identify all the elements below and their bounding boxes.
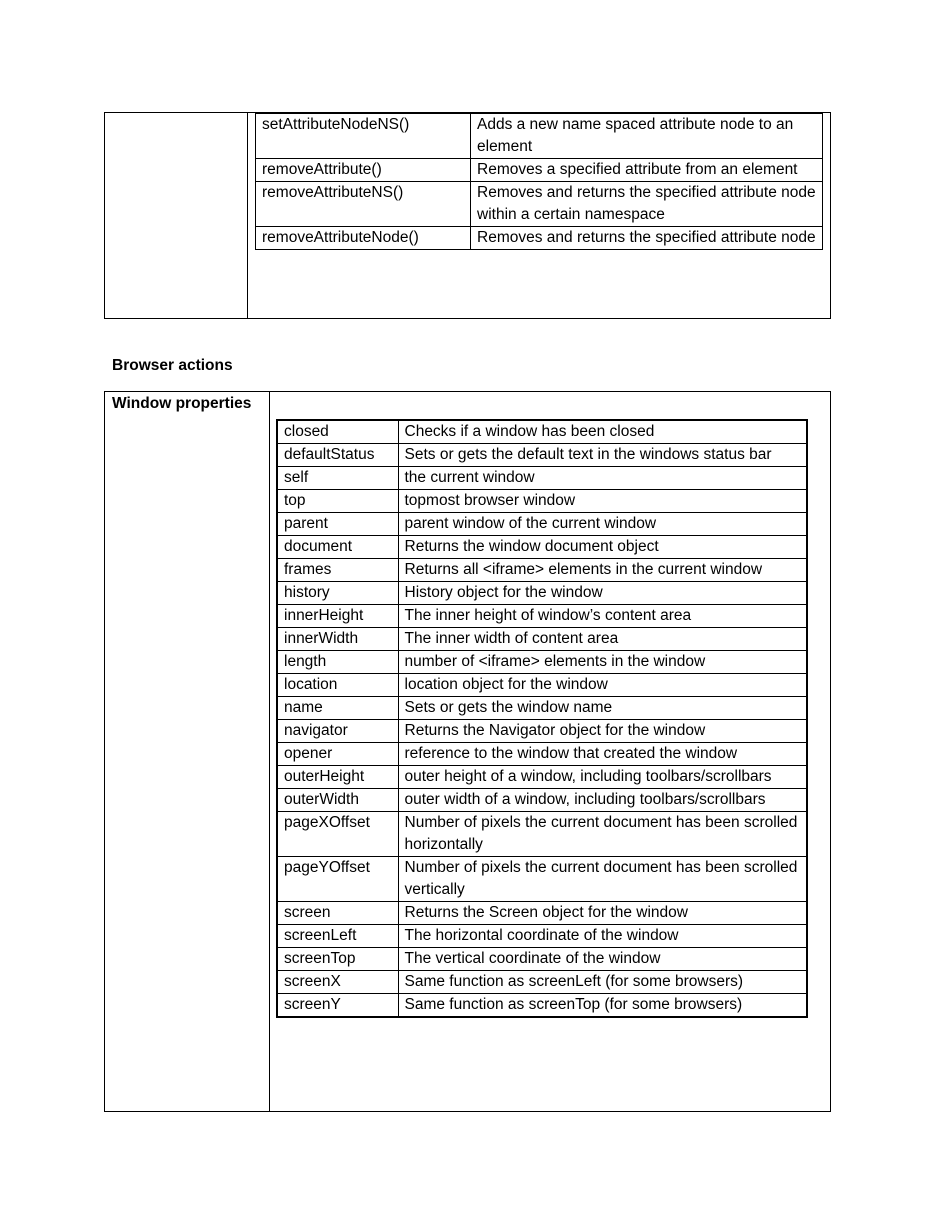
property-description: Adds a new name spaced attribute node to an element	[471, 114, 823, 159]
property-description: Same function as screenTop (for some browsers)	[398, 994, 807, 1018]
window-property-row	[277, 490, 807, 513]
property-description: The vertical coordinate of the window	[398, 948, 807, 971]
window-property-row	[277, 513, 807, 536]
property-name: opener	[277, 743, 398, 766]
property-name: document	[277, 536, 398, 559]
property-description: Sets or gets the default text in the windows status bar	[398, 444, 807, 467]
window-property-row	[277, 605, 807, 628]
attribute-method-row	[256, 114, 823, 159]
property-description: number of <iframe> elements in the window	[398, 651, 807, 674]
property-name: screenLeft	[277, 925, 398, 948]
window-property-row	[277, 444, 807, 467]
window-property-row	[277, 789, 807, 812]
property-name: parent	[277, 513, 398, 536]
property-name: outerWidth	[277, 789, 398, 812]
attribute-methods-table	[255, 113, 823, 250]
property-description: Number of pixels the current document has been scrolled vertically	[398, 857, 807, 902]
section-heading: Browser actions	[112, 357, 233, 374]
window-property-row	[277, 720, 807, 743]
property-name: innerHeight	[277, 605, 398, 628]
window-property-row	[277, 697, 807, 720]
property-name: removeAttributeNode()	[256, 227, 471, 250]
property-name: screenTop	[277, 948, 398, 971]
window-property-row	[277, 467, 807, 490]
property-description: Returns the Navigator object for the window	[398, 720, 807, 743]
window-property-row	[277, 628, 807, 651]
window-property-row	[277, 743, 807, 766]
property-name: removeAttribute()	[256, 159, 471, 182]
property-description: Removes a specified attribute from an element	[471, 159, 823, 182]
property-name: defaultStatus	[277, 444, 398, 467]
property-name: innerWidth	[277, 628, 398, 651]
property-name: history	[277, 582, 398, 605]
property-name: length	[277, 651, 398, 674]
window-properties-table	[276, 419, 808, 1018]
property-name: pageXOffset	[277, 812, 398, 857]
property-name: frames	[277, 559, 398, 582]
property-description: Same function as screenLeft (for some browsers)	[398, 971, 807, 994]
window-property-row	[277, 948, 807, 971]
property-description: Sets or gets the window name	[398, 697, 807, 720]
window-property-row	[277, 582, 807, 605]
property-name: self	[277, 467, 398, 490]
property-name: screenX	[277, 971, 398, 994]
attribute-methods-divider	[247, 113, 248, 318]
property-description: location object for the window	[398, 674, 807, 697]
property-description: reference to the window that created the window	[398, 743, 807, 766]
attribute-method-row	[256, 182, 823, 227]
property-description: Checks if a window has been closed	[398, 420, 807, 444]
attribute-method-row	[256, 159, 823, 182]
attribute-method-row	[256, 227, 823, 250]
window-property-row	[277, 971, 807, 994]
property-name: navigator	[277, 720, 398, 743]
window-property-row	[277, 536, 807, 559]
window-property-row	[277, 420, 807, 444]
property-description: Removes and returns the specified attribute node	[471, 227, 823, 250]
window-property-row	[277, 857, 807, 902]
property-name: top	[277, 490, 398, 513]
property-name: name	[277, 697, 398, 720]
window-properties-divider	[269, 392, 270, 1111]
window-properties-label: Window properties	[112, 395, 252, 412]
window-property-row	[277, 812, 807, 857]
property-description: Removes and returns the specified attribute node within a certain namespace	[471, 182, 823, 227]
property-description: The inner width of content area	[398, 628, 807, 651]
property-name: screenY	[277, 994, 398, 1018]
property-description: parent window of the current window	[398, 513, 807, 536]
property-name: screen	[277, 902, 398, 925]
window-property-row	[277, 651, 807, 674]
window-property-row	[277, 994, 807, 1018]
property-name: setAttributeNodeNS()	[256, 114, 471, 159]
property-description: topmost browser window	[398, 490, 807, 513]
property-description: The horizontal coordinate of the window	[398, 925, 807, 948]
window-property-row	[277, 925, 807, 948]
property-description: Number of pixels the current document has been scrolled horizontally	[398, 812, 807, 857]
property-description: Returns all <iframe> elements in the current window	[398, 559, 807, 582]
property-description: The inner height of window’s content area	[398, 605, 807, 628]
property-description: History object for the window	[398, 582, 807, 605]
window-property-row	[277, 766, 807, 789]
property-name: closed	[277, 420, 398, 444]
window-property-row	[277, 559, 807, 582]
window-property-row	[277, 902, 807, 925]
property-name: outerHeight	[277, 766, 398, 789]
property-description: the current window	[398, 467, 807, 490]
window-property-row	[277, 674, 807, 697]
property-description: outer width of a window, including toolbars/scrollbars	[398, 789, 807, 812]
property-name: removeAttributeNS()	[256, 182, 471, 227]
property-description: outer height of a window, including toolbars/scrollbars	[398, 766, 807, 789]
property-name: pageYOffset	[277, 857, 398, 902]
property-name: location	[277, 674, 398, 697]
property-description: Returns the window document object	[398, 536, 807, 559]
property-description: Returns the Screen object for the window	[398, 902, 807, 925]
